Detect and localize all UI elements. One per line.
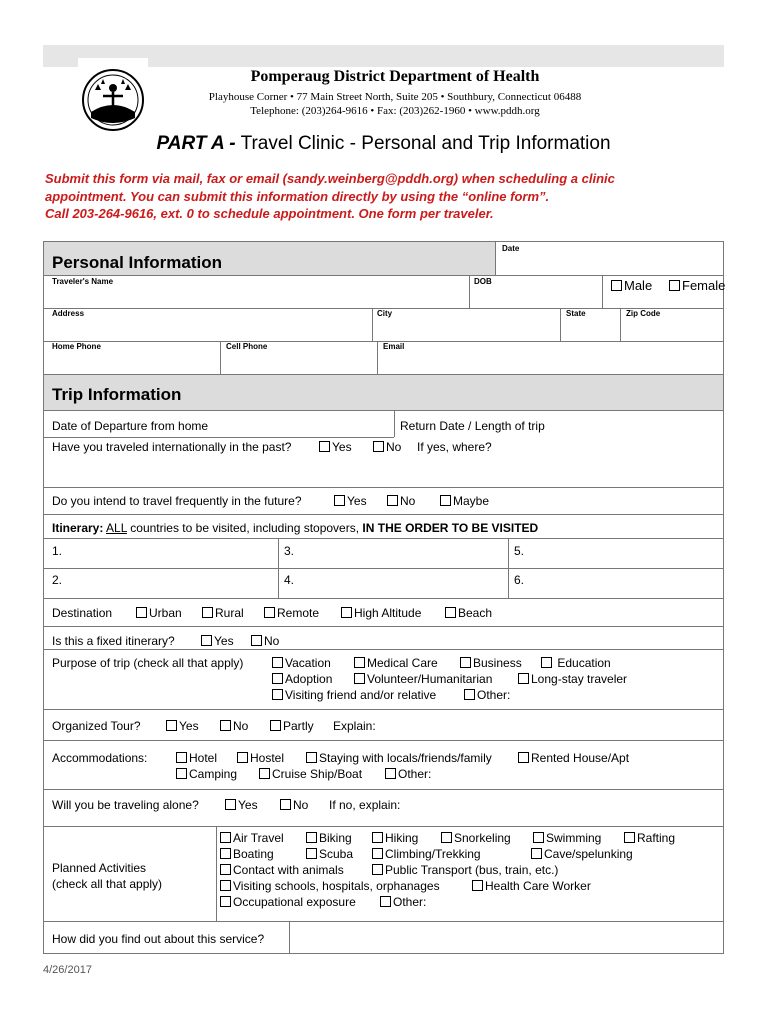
- form-box: [43, 241, 724, 954]
- instruction-line-2: appointment. You can submit this information directly by using the “online form”.: [45, 188, 550, 204]
- tour-partly-option[interactable]: Partly: [270, 719, 314, 733]
- checkbox[interactable]: [533, 832, 544, 843]
- checkbox[interactable]: [251, 635, 262, 646]
- checkbox[interactable]: [176, 768, 187, 779]
- frequent-yes-option[interactable]: Yes: [334, 494, 367, 508]
- purpose-business[interactable]: Business: [460, 656, 522, 670]
- activity-health-care-worker[interactable]: Health Care Worker: [472, 879, 591, 893]
- purpose-other[interactable]: Other:: [464, 688, 510, 702]
- intl-yes-option[interactable]: Yes: [319, 440, 352, 454]
- checkbox[interactable]: [541, 657, 552, 668]
- city-label: City: [377, 309, 393, 318]
- checkbox[interactable]: [220, 864, 231, 875]
- activity-other[interactable]: Other:: [380, 895, 426, 909]
- itinerary-3[interactable]: 3.: [284, 544, 295, 558]
- activity-boating[interactable]: Boating: [220, 847, 274, 861]
- checkbox[interactable]: [341, 607, 352, 618]
- accom-hostel[interactable]: Hostel: [237, 751, 284, 765]
- accom-cruise-ship[interactable]: Cruise Ship/Boat: [259, 767, 362, 781]
- organized-tour-label: Organized Tour?: [52, 719, 141, 733]
- activity-climbing[interactable]: Climbing/Trekking: [372, 847, 481, 861]
- alone-yes-option[interactable]: Yes: [225, 798, 258, 812]
- purpose-volunteer[interactable]: Volunteer/Humanitarian: [354, 672, 492, 686]
- checkbox[interactable]: [237, 752, 248, 763]
- instructions: [45, 170, 735, 223]
- activity-air-travel[interactable]: Air Travel: [220, 831, 284, 845]
- checkbox[interactable]: [354, 673, 365, 684]
- itinerary-2[interactable]: 2.: [52, 573, 63, 587]
- male-option[interactable]: Male: [611, 278, 652, 293]
- activity-contact-animals[interactable]: Contact with animals: [220, 863, 344, 877]
- revision-date: 4/26/2017: [43, 964, 92, 976]
- checkbox[interactable]: [166, 720, 177, 731]
- checkbox[interactable]: [220, 720, 231, 731]
- return-label: Return Date / Length of trip: [400, 419, 545, 433]
- org-address: Playhouse Corner • 77 Main Street North, Suite 205 • Southbury, Connecticut 06488: [208, 91, 582, 103]
- trip-heading: Trip Information: [52, 385, 182, 404]
- checkbox[interactable]: [372, 864, 383, 875]
- fixed-yes-option[interactable]: Yes: [201, 634, 234, 648]
- checkbox[interactable]: [441, 832, 452, 843]
- checkbox[interactable]: [624, 832, 635, 843]
- activity-scuba[interactable]: Scuba: [306, 847, 353, 861]
- purpose-adoption[interactable]: Adoption: [272, 672, 332, 686]
- checkbox[interactable]: [472, 880, 483, 891]
- activity-visiting-schools[interactable]: Visiting schools, hospitals, orphanages: [220, 879, 440, 893]
- itinerary-1[interactable]: 1.: [52, 544, 63, 558]
- checkbox[interactable]: [334, 495, 345, 506]
- checkbox[interactable]: [319, 441, 330, 452]
- accom-rented-house[interactable]: Rented House/Apt: [518, 751, 629, 765]
- checkbox[interactable]: [280, 799, 291, 810]
- checkbox[interactable]: [136, 607, 147, 618]
- intl-question: Have you traveled internationally in the past?: [52, 440, 292, 454]
- activity-public-transport[interactable]: Public Transport (bus, train, etc.): [372, 863, 558, 877]
- checkbox[interactable]: [201, 635, 212, 646]
- activity-cave[interactable]: Cave/spelunking: [531, 847, 633, 861]
- found-service-question: How did you find out about this service?: [52, 932, 265, 946]
- itinerary-5[interactable]: 5.: [514, 544, 525, 558]
- part-label: PART A -: [156, 133, 236, 154]
- checkbox[interactable]: [270, 720, 281, 731]
- activity-hiking[interactable]: Hiking: [372, 831, 418, 845]
- frequent-maybe-option[interactable]: Maybe: [440, 494, 489, 508]
- fixed-no-option[interactable]: No: [251, 634, 279, 648]
- checkbox[interactable]: [385, 768, 396, 779]
- checkbox[interactable]: [176, 752, 187, 763]
- checkbox[interactable]: [220, 832, 231, 843]
- destination-beach[interactable]: Beach: [445, 606, 492, 620]
- checkbox[interactable]: [518, 752, 529, 763]
- activity-occupational-exposure[interactable]: Occupational exposure: [220, 895, 356, 909]
- checkbox[interactable]: [460, 657, 471, 668]
- intl-no-option[interactable]: No: [373, 440, 401, 454]
- purpose-education[interactable]: Education: [541, 656, 611, 670]
- female-option[interactable]: Female: [669, 278, 725, 293]
- tour-no-option[interactable]: No: [220, 719, 248, 733]
- email-label: Email: [383, 342, 405, 351]
- itinerary-instructions: Itinerary: ALL countries to be visited, including stopovers, IN THE ORDER TO BE VISITED: [52, 521, 539, 535]
- if-yes-where-label: If yes, where?: [417, 440, 492, 454]
- checkbox[interactable]: [531, 848, 542, 859]
- page-title: [43, 133, 724, 155]
- checkbox[interactable]: [373, 441, 384, 452]
- title-rest: Travel Clinic - Personal and Trip Information: [235, 133, 611, 154]
- destination-remote[interactable]: Remote: [264, 606, 319, 620]
- org-header: [160, 68, 630, 118]
- checkbox[interactable]: [354, 657, 365, 668]
- purpose-label: Purpose of trip (check all that apply): [52, 656, 244, 670]
- dob-label: DOB: [474, 277, 492, 286]
- checkbox[interactable]: [259, 768, 270, 779]
- frequent-no-option[interactable]: No: [387, 494, 415, 508]
- planned-activities-label: Planned Activities: [52, 861, 147, 875]
- purpose-vacation[interactable]: Vacation: [272, 656, 331, 670]
- travel-alone-question: Will you be traveling alone?: [52, 798, 199, 812]
- org-name: Pomperaug District Department of Health: [250, 68, 540, 85]
- purpose-visiting-friend[interactable]: Visiting friend and/or relative: [272, 688, 436, 702]
- destination-label: Destination: [52, 606, 113, 620]
- frequent-question: Do you intend to travel frequently in the future?: [52, 494, 302, 508]
- date-label: Date: [502, 244, 520, 253]
- checkbox[interactable]: [380, 896, 391, 907]
- state-label: State: [566, 309, 586, 318]
- home-phone-label: Home Phone: [52, 342, 101, 351]
- destination-urban[interactable]: Urban: [136, 606, 182, 620]
- accom-hotel[interactable]: Hotel: [176, 751, 217, 765]
- alone-no-option[interactable]: No: [280, 798, 308, 812]
- if-no-explain-label: If no, explain:: [329, 798, 401, 812]
- checkbox[interactable]: [445, 607, 456, 618]
- itinerary-4[interactable]: 4.: [284, 573, 295, 587]
- checkbox[interactable]: [306, 752, 317, 763]
- checkbox[interactable]: [264, 607, 275, 618]
- fixed-itinerary-question: Is this a fixed itinerary?: [52, 634, 175, 648]
- activity-rafting[interactable]: Rafting: [624, 831, 675, 845]
- itinerary-6[interactable]: 6.: [514, 573, 525, 587]
- checkbox[interactable]: [372, 832, 383, 843]
- health-department-logo: [81, 68, 145, 132]
- accom-other[interactable]: Other:: [385, 767, 431, 781]
- org-contact: Telephone: (203)264-9616 • Fax: (203)262-1960 • www.pddh.org: [250, 105, 540, 117]
- travelers-name-label: Traveler's Name: [52, 277, 114, 286]
- purpose-long-stay[interactable]: Long-stay traveler: [518, 672, 627, 686]
- male-checkbox[interactable]: [611, 280, 622, 291]
- checkbox[interactable]: [220, 880, 231, 891]
- personal-heading: Personal Information: [52, 253, 223, 272]
- accom-staying-with-locals[interactable]: Staying with locals/friends/family: [306, 751, 492, 765]
- checkbox[interactable]: [272, 657, 283, 668]
- cell-phone-label: Cell Phone: [226, 342, 268, 351]
- purpose-medical-care[interactable]: Medical Care: [354, 656, 438, 670]
- destination-rural[interactable]: Rural: [202, 606, 244, 620]
- checkbox[interactable]: [272, 689, 283, 700]
- activity-snorkeling[interactable]: Snorkeling: [441, 831, 511, 845]
- planned-activities-sublabel: (check all that apply): [52, 877, 163, 891]
- female-checkbox[interactable]: [669, 280, 680, 291]
- instruction-line-1: Submit this form via mail, fax or email (sandy.weinberg@pddh.org) when scheduling a clinic: [45, 171, 615, 186]
- tour-explain-label: Explain:: [333, 719, 376, 733]
- checkbox[interactable]: [202, 607, 213, 618]
- checkbox[interactable]: [440, 495, 451, 506]
- checkbox[interactable]: [518, 673, 529, 684]
- accom-camping[interactable]: Camping: [176, 767, 237, 781]
- tour-yes-option[interactable]: Yes: [166, 719, 199, 733]
- checkbox[interactable]: [272, 673, 283, 684]
- checkbox[interactable]: [306, 848, 317, 859]
- checkbox[interactable]: [387, 495, 398, 506]
- checkbox[interactable]: [306, 832, 317, 843]
- departure-label: Date of Departure from home: [52, 419, 209, 433]
- destination-high-altitude[interactable]: High Altitude: [341, 606, 421, 620]
- checkbox[interactable]: [220, 848, 231, 859]
- activity-swimming[interactable]: Swimming: [533, 831, 601, 845]
- checkbox[interactable]: [220, 896, 231, 907]
- checkbox[interactable]: [372, 848, 383, 859]
- address-label: Address: [52, 309, 85, 318]
- zip-code-label: Zip Code: [626, 309, 661, 318]
- activity-biking[interactable]: Biking: [306, 831, 352, 845]
- accommodations-label: Accommodations:: [52, 751, 148, 765]
- checkbox[interactable]: [464, 689, 475, 700]
- checkbox[interactable]: [225, 799, 236, 810]
- instruction-line-3: Call 203-264-9616, ext. 0 to schedule appointment. One form per traveler.: [45, 206, 494, 221]
